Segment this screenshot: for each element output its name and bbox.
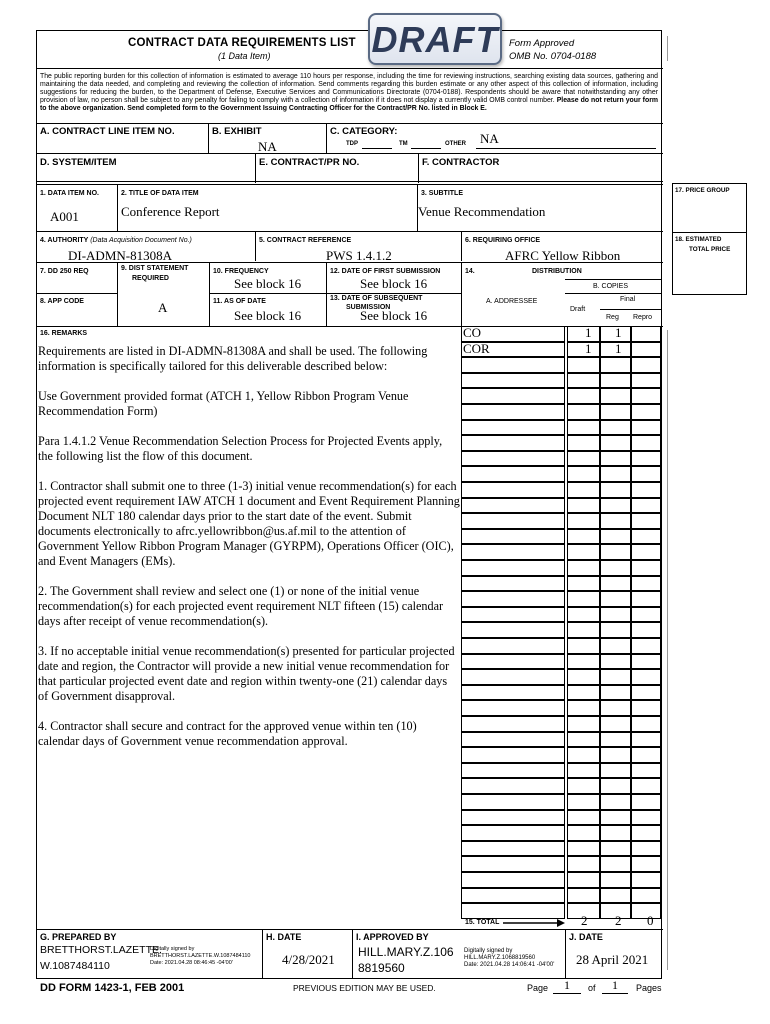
approved-by-name[interactable] <box>358 944 454 976</box>
pages-label: Pages <box>636 983 662 993</box>
dist-addressee[interactable]: COR <box>463 341 490 356</box>
distribution-cell[interactable] <box>600 638 631 654</box>
total-reg[interactable]: 2 <box>615 913 622 928</box>
sig-line: Date: 2021.04.28 08:46:45 -04'00' <box>150 960 233 966</box>
remark-paragraph: 4. Contractor shall secure and contract for the approved venue within ten (10) calendar days of Government venue recommendation approval. <box>38 719 417 748</box>
label-g: G. PREPARED BY <box>40 932 117 942</box>
total-repro[interactable]: 0 <box>647 913 654 928</box>
divider <box>117 184 118 231</box>
form-subtitle: (1 Data Item) <box>218 51 271 61</box>
divider <box>461 231 462 261</box>
distribution-cell[interactable] <box>567 560 600 576</box>
distribution-cell[interactable] <box>631 810 661 826</box>
distribution-cell[interactable] <box>600 700 631 716</box>
label-13b: SUBMISSION <box>346 304 391 311</box>
distribution-cell[interactable] <box>600 716 631 732</box>
divider <box>326 123 327 153</box>
distribution-cell[interactable] <box>461 810 565 826</box>
distribution-cell[interactable] <box>567 638 600 654</box>
dist-draft[interactable]: 1 <box>585 341 592 356</box>
distribution-cell[interactable] <box>631 732 661 748</box>
prepared-by-digital-signature <box>150 946 250 967</box>
label-13a: 13. DATE OF SUBSEQUENT <box>330 295 423 302</box>
distribution-cell[interactable] <box>567 388 600 404</box>
distribution-cell[interactable] <box>567 669 600 685</box>
label-8: 8. APP CODE <box>40 298 84 305</box>
distribution-cell[interactable] <box>567 404 600 420</box>
distribution-cell[interactable] <box>461 732 565 748</box>
distribution-cell[interactable] <box>567 732 600 748</box>
prepared-by-name-line2: W.1087484110 <box>40 960 110 972</box>
header-divider <box>36 68 663 69</box>
label-other: OTHER <box>445 141 466 147</box>
approved-by-name-line2: 8819560 <box>358 961 405 975</box>
label-3: 3. SUBTITLE <box>421 190 464 197</box>
distribution-cell[interactable] <box>600 669 631 685</box>
value-b[interactable]: NA <box>258 139 277 154</box>
distribution-cell[interactable] <box>631 669 661 685</box>
distribution-cell[interactable] <box>600 794 631 810</box>
distribution-cell[interactable] <box>567 466 600 482</box>
row-divider <box>672 232 747 233</box>
distribution-cell[interactable] <box>461 513 565 529</box>
divider <box>255 231 256 261</box>
of-label: of <box>588 983 596 993</box>
remark-paragraph: Requirements are listed in DI-ADMN-81308A and shall be used. The following information is specifically tailored for this deliverable described below: <box>38 344 428 373</box>
distribution-cell[interactable] <box>567 810 600 826</box>
distribution-cell[interactable] <box>461 529 565 545</box>
remark-paragraph: Use Government provided format (ATCH 1, Yellow Ribbon Program Venue Recommendation Form) <box>38 389 409 418</box>
value-11[interactable]: See block 16 <box>234 308 302 323</box>
distribution-cell[interactable] <box>600 388 631 404</box>
remark-paragraph: 1. Contractor shall submit one to three (1-3) initial venue recommendation(s) for each projected event requirement IAW ATCH 1 document and Event Requirement Planning Document NLT 180 calendar days prior to the start date of the event. Submit documents electronically to afrc.yellowribbon@us.af.mil to the attention of Government Yellow Ribbon Program Manager (GYRPM), Operations Officer (OIC), and Event Managers (EMs). <box>38 479 460 568</box>
distribution-cell[interactable] <box>461 654 565 670</box>
row-a-top <box>36 123 663 124</box>
label-10: 10. FREQUENCY <box>213 268 269 275</box>
label-h: H. DATE <box>266 932 302 942</box>
distribution-cell[interactable] <box>631 591 661 607</box>
label-tdp: TDP <box>346 141 358 147</box>
distribution-cell[interactable] <box>631 903 661 919</box>
distribution-cell[interactable] <box>600 451 631 467</box>
sig-line: BRETTHORST.LAZETTE.W.1087484110 <box>150 953 251 959</box>
distribution-cell[interactable] <box>600 685 631 701</box>
distribution-cell[interactable] <box>600 357 631 373</box>
distribution-cell[interactable] <box>600 763 631 779</box>
distribution-cell[interactable] <box>600 591 631 607</box>
distribution-cell[interactable] <box>600 778 631 794</box>
distribution-cell[interactable] <box>600 732 631 748</box>
label-1: 1. DATA ITEM NO. <box>40 190 99 197</box>
distribution-cell[interactable] <box>567 794 600 810</box>
remark-paragraph: 3. If no acceptable initial venue recommendation(s) presented for particular projected date and region, the Contractor will provide a new initial venue recommendation for that particular projected event date and region within twenty-one (21) calendar days of Government disapproval. <box>38 644 455 703</box>
distribution-cell[interactable] <box>461 716 565 732</box>
distribution-cell[interactable] <box>631 529 661 545</box>
draft-stamp <box>368 13 502 65</box>
sig-line: Date: 2021.04.28 14:06:41 -04'00' <box>464 962 555 968</box>
divider <box>418 153 419 183</box>
label-repro: Repro <box>633 314 653 321</box>
value-3[interactable]: Venue Recommendation <box>418 204 546 219</box>
distribution-cell[interactable] <box>461 435 565 451</box>
distribution-cell[interactable] <box>461 700 565 716</box>
distribution-cell[interactable] <box>461 373 565 389</box>
distribution-cell[interactable] <box>461 825 565 841</box>
distribution-cell[interactable] <box>461 685 565 701</box>
distribution-cell[interactable] <box>600 607 631 623</box>
divider <box>117 262 118 326</box>
label-i: I. APPROVED BY <box>356 932 429 942</box>
distribution-cell[interactable] <box>461 638 565 654</box>
distribution-cell[interactable] <box>567 841 600 857</box>
distribution-cell[interactable] <box>567 685 600 701</box>
distribution-cell[interactable] <box>631 778 661 794</box>
arrow-right-icon <box>503 918 565 928</box>
distribution-cell[interactable] <box>567 700 600 716</box>
divider <box>352 929 353 979</box>
dist-addressee[interactable]: CO <box>463 325 482 340</box>
distribution-cell[interactable] <box>631 700 661 716</box>
distribution-cell[interactable] <box>567 326 600 342</box>
label-f: F. CONTRACTOR <box>422 157 500 168</box>
prepared-by-name-line1: BRETTHORST.LAZETTE. <box>40 944 162 956</box>
distribution-cell[interactable] <box>631 841 661 857</box>
distribution-cell[interactable] <box>567 482 600 498</box>
distribution-cell[interactable] <box>631 763 661 779</box>
distribution-cell[interactable] <box>567 825 600 841</box>
divider <box>208 123 209 153</box>
distribution-cell[interactable] <box>631 357 661 373</box>
distribution-cell[interactable] <box>567 498 600 514</box>
row-divider <box>600 309 662 310</box>
remark-paragraph: 2. The Government shall review and select one (1) or none of the initial venue recommendation(s) for each projected event requirement NLT fifteen (15) calendar days after receipt of venue recommendation(s). <box>38 584 444 628</box>
label-e: E. CONTRACT/PR NO. <box>259 157 360 168</box>
row-divider <box>565 293 662 294</box>
label-distribution: DISTRIBUTION <box>532 268 582 275</box>
distribution-cell[interactable] <box>600 654 631 670</box>
distribution-cell[interactable] <box>567 513 600 529</box>
distribution-cell[interactable] <box>600 747 631 763</box>
distribution-cell[interactable] <box>631 685 661 701</box>
label-tm: TM <box>399 141 408 147</box>
distribution-cell[interactable] <box>461 607 565 623</box>
burden-text: The public reporting burden for this collection of information is estimated to average 110 hours per response, including the time for reviewing instructions, searching existing data sources, gathering and maintaining the data needed, and completing and reviewing the collection of information. Send comments regarding this burden estimate or any other aspect of this collection of information, including suggestions for reducing the burden, to the Department of Defense, Executive Services and Communications Directorate (0704-0188). Respondents should be aware that notwithstanding any other provision of law, no person shall be subject to any penalty for failing to comply with a collection of information if it does not display a currently valid OMB control number. <box>40 73 658 105</box>
distribution-cell[interactable] <box>600 856 631 872</box>
distribution-cell[interactable] <box>600 622 631 638</box>
label-14: 14. <box>465 268 475 275</box>
value-1[interactable]: A001 <box>50 209 79 224</box>
label-b: B. EXHIBIT <box>212 126 262 137</box>
sig-line: HILL.MARY.Z.1068819560 <box>464 955 536 961</box>
blank-line <box>362 148 392 149</box>
distribution-cell[interactable] <box>567 357 600 373</box>
approved-date[interactable]: 28 April 2021 <box>576 952 649 967</box>
distribution-cell[interactable] <box>567 544 600 560</box>
distribution-cell[interactable] <box>567 435 600 451</box>
distribution-cell[interactable] <box>631 466 661 482</box>
distribution-cell[interactable] <box>567 888 600 904</box>
distribution-cell[interactable] <box>600 825 631 841</box>
row-divider <box>36 262 663 263</box>
scan-mark <box>667 36 668 61</box>
page-label: Page <box>527 983 549 993</box>
label-18b: TOTAL PRICE <box>689 246 731 253</box>
distribution-cell[interactable] <box>567 529 600 545</box>
distribution-cell[interactable] <box>600 544 631 560</box>
distribution-cell[interactable] <box>567 716 600 732</box>
label-12: 12. DATE OF FIRST SUBMISSION <box>330 268 441 275</box>
label-final: Final <box>620 296 636 303</box>
value-10[interactable]: See block 16 <box>234 276 302 291</box>
prepared-by-name[interactable] <box>40 942 162 974</box>
scan-mark <box>667 330 668 970</box>
distribution-cell[interactable] <box>631 435 661 451</box>
distribution-cell[interactable] <box>600 529 631 545</box>
distribution-cell[interactable] <box>631 420 661 436</box>
row-d-top <box>36 153 663 154</box>
label-2: 2. TITLE OF DATA ITEM <box>121 190 199 197</box>
distribution-cell[interactable] <box>567 856 600 872</box>
dist-reg[interactable]: 1 <box>615 341 622 356</box>
distribution-cell[interactable] <box>461 669 565 685</box>
row-divider <box>36 929 663 930</box>
distribution-cell[interactable] <box>461 841 565 857</box>
dist-draft[interactable]: 1 <box>585 325 592 340</box>
distribution-cell[interactable] <box>461 856 565 872</box>
remarks-text[interactable] <box>38 344 460 764</box>
distribution-cell[interactable] <box>461 404 565 420</box>
burden-statement <box>40 73 658 113</box>
label-d: D. SYSTEM/ITEM <box>40 157 117 168</box>
distribution-cell[interactable] <box>631 342 661 358</box>
value-9[interactable]: A <box>158 300 168 315</box>
label-a: A. CONTRACT LINE ITEM NO. <box>40 126 175 137</box>
label-6: 6. REQUIRING OFFICE <box>465 237 541 244</box>
value-13[interactable]: See block 16 <box>360 308 428 323</box>
distribution-cell[interactable] <box>461 888 565 904</box>
divider <box>262 929 263 979</box>
distribution-cell[interactable] <box>600 404 631 420</box>
distribution-cell[interactable] <box>461 420 565 436</box>
distribution-cell[interactable] <box>600 841 631 857</box>
distribution-cell[interactable] <box>600 888 631 904</box>
label-4-text: 4. AUTHORITY <box>40 237 89 244</box>
sig-line: Digitally signed by <box>150 946 195 952</box>
distribution-cell[interactable] <box>631 544 661 560</box>
distribution-cell[interactable] <box>567 778 600 794</box>
distribution-cell[interactable] <box>461 591 565 607</box>
distribution-cell[interactable] <box>600 513 631 529</box>
distribution-cell[interactable] <box>631 825 661 841</box>
distribution-cell[interactable] <box>631 576 661 592</box>
value-5[interactable]: PWS 1.4.1.2 <box>326 248 392 263</box>
distribution-cell[interactable] <box>600 810 631 826</box>
distribution-cell[interactable] <box>631 388 661 404</box>
label-4-note: (Data Acquisition Document No.) <box>90 237 192 244</box>
label-7: 7. DD 250 REQ <box>40 268 89 275</box>
value-2[interactable]: Conference Report <box>121 204 220 219</box>
distribution-cell[interactable] <box>631 622 661 638</box>
distribution-cell[interactable] <box>631 560 661 576</box>
row-divider <box>36 184 663 185</box>
divider <box>461 262 462 326</box>
label-15: 15. TOTAL <box>465 919 500 926</box>
distribution-cell[interactable] <box>567 420 600 436</box>
distribution-cell[interactable] <box>567 872 600 888</box>
blank-line <box>476 148 656 149</box>
distribution-cell[interactable] <box>631 638 661 654</box>
divider <box>209 262 210 326</box>
distribution-cell[interactable] <box>567 591 600 607</box>
distribution-cell[interactable] <box>600 498 631 514</box>
distribution-cell[interactable] <box>461 872 565 888</box>
previous-edition: PREVIOUS EDITION MAY BE USED. <box>293 983 436 993</box>
prepared-date[interactable]: 4/28/2021 <box>282 952 335 967</box>
form-approved: Form Approved <box>509 38 575 49</box>
distribution-cell[interactable] <box>461 747 565 763</box>
distribution-cell[interactable] <box>631 856 661 872</box>
row-divider <box>565 279 662 280</box>
label-draft: Draft <box>570 306 586 313</box>
form-title: CONTRACT DATA REQUIREMENTS LIST <box>128 37 356 49</box>
distribution-cell[interactable] <box>461 903 565 919</box>
distribution-cell[interactable] <box>567 373 600 389</box>
distribution-cell[interactable] <box>461 466 565 482</box>
distribution-cell[interactable] <box>567 576 600 592</box>
distribution-cell[interactable] <box>631 872 661 888</box>
row-divider <box>36 293 118 294</box>
omb-number: OMB No. 0704-0188 <box>509 51 597 62</box>
distribution-cell[interactable] <box>461 794 565 810</box>
form-number: DD FORM 1423-1, FEB 2001 <box>40 982 185 994</box>
distribution-cell[interactable] <box>631 513 661 529</box>
distribution-cell[interactable] <box>631 482 661 498</box>
distribution-cell[interactable] <box>567 451 600 467</box>
distribution-cell[interactable] <box>461 451 565 467</box>
distribution-cell[interactable] <box>567 607 600 623</box>
distribution-cell[interactable] <box>461 763 565 779</box>
distribution-cell[interactable] <box>631 451 661 467</box>
distribution-cell[interactable] <box>567 342 600 358</box>
divider <box>255 153 256 183</box>
distribution-cell[interactable] <box>461 482 565 498</box>
label-5: 5. CONTRACT REFERENCE <box>259 237 352 244</box>
value-6[interactable]: AFRC Yellow Ribbon <box>505 248 621 263</box>
distribution-cell[interactable] <box>461 576 565 592</box>
distribution-cell[interactable] <box>567 747 600 763</box>
distribution-cell[interactable] <box>600 560 631 576</box>
divider <box>565 929 566 979</box>
row-divider <box>209 293 326 294</box>
distribution-cell[interactable] <box>600 872 631 888</box>
distribution-cell[interactable] <box>600 373 631 389</box>
dist-reg[interactable]: 1 <box>615 325 622 340</box>
distribution-cell[interactable] <box>631 888 661 904</box>
distribution-cell[interactable] <box>631 654 661 670</box>
label-4 <box>40 237 192 244</box>
label-reg: Reg <box>606 314 619 321</box>
row-divider <box>36 181 663 182</box>
remark-paragraph: Para 1.4.1.2 Venue Recommendation Selection Process for Projected Events apply, the following list the flow of this document. <box>38 434 443 463</box>
sig-line: Digitally signed by <box>464 948 513 954</box>
distribution-cell[interactable] <box>631 373 661 389</box>
label-9a: 9. DIST STATEMENT <box>121 265 189 272</box>
distribution-cell[interactable] <box>600 466 631 482</box>
total-draft[interactable]: 2 <box>581 913 588 928</box>
row-divider <box>326 293 461 294</box>
approved-by-digital-signature <box>464 948 554 969</box>
distribution-cell[interactable] <box>461 498 565 514</box>
distribution-cell[interactable] <box>631 607 661 623</box>
distribution-cell[interactable] <box>631 747 661 763</box>
distribution-cell[interactable] <box>631 794 661 810</box>
distribution-cell[interactable] <box>567 622 600 638</box>
distribution-cell[interactable] <box>631 404 661 420</box>
label-11: 11. AS OF DATE <box>213 298 266 305</box>
value-4[interactable]: DI-ADMN-81308A <box>68 248 172 263</box>
label-j: J. DATE <box>569 932 603 942</box>
distribution-cell[interactable] <box>631 498 661 514</box>
label-addressee: A. ADDRESSEE <box>486 298 538 305</box>
distribution-cell[interactable] <box>567 654 600 670</box>
approved-by-name-line1: HILL.MARY.Z.106 <box>358 945 454 959</box>
distribution-cell[interactable] <box>461 778 565 794</box>
label-9b: REQUIRED <box>132 275 169 282</box>
page-total[interactable]: 1 <box>602 978 628 994</box>
distribution-cell[interactable] <box>461 560 565 576</box>
distribution-cell[interactable] <box>461 388 565 404</box>
distribution-cell[interactable] <box>567 763 600 779</box>
value-c[interactable]: NA <box>480 131 499 146</box>
page-number[interactable]: 1 <box>553 978 581 994</box>
distribution-cell[interactable] <box>631 326 661 342</box>
value-12[interactable]: See block 16 <box>360 276 428 291</box>
blank-line <box>411 148 441 149</box>
label-18a: 18. ESTIMATED <box>675 236 722 243</box>
divider <box>326 262 327 326</box>
burden-bold: Please do not return your form to the above organization. Send completed form to the Government Issuing Contracting Officer for the Contract/PR No. listed in Block E. <box>40 97 658 113</box>
distribution-cell[interactable] <box>631 716 661 732</box>
label-17: 17. PRICE GROUP <box>675 187 730 194</box>
distribution-cell[interactable] <box>600 420 631 436</box>
distribution-cell[interactable] <box>461 622 565 638</box>
label-copies: B. COPIES <box>593 283 629 290</box>
distribution-cell[interactable] <box>600 576 631 592</box>
row-divider <box>36 231 663 232</box>
draft-stamp-text: DRAFT <box>371 19 499 60</box>
distribution-cell[interactable] <box>461 357 565 373</box>
label-16: 16. REMARKS <box>40 330 88 337</box>
label-c: C. CATEGORY: <box>330 126 398 137</box>
distribution-cell[interactable] <box>600 482 631 498</box>
distribution-cell[interactable] <box>461 544 565 560</box>
distribution-cell[interactable] <box>600 435 631 451</box>
